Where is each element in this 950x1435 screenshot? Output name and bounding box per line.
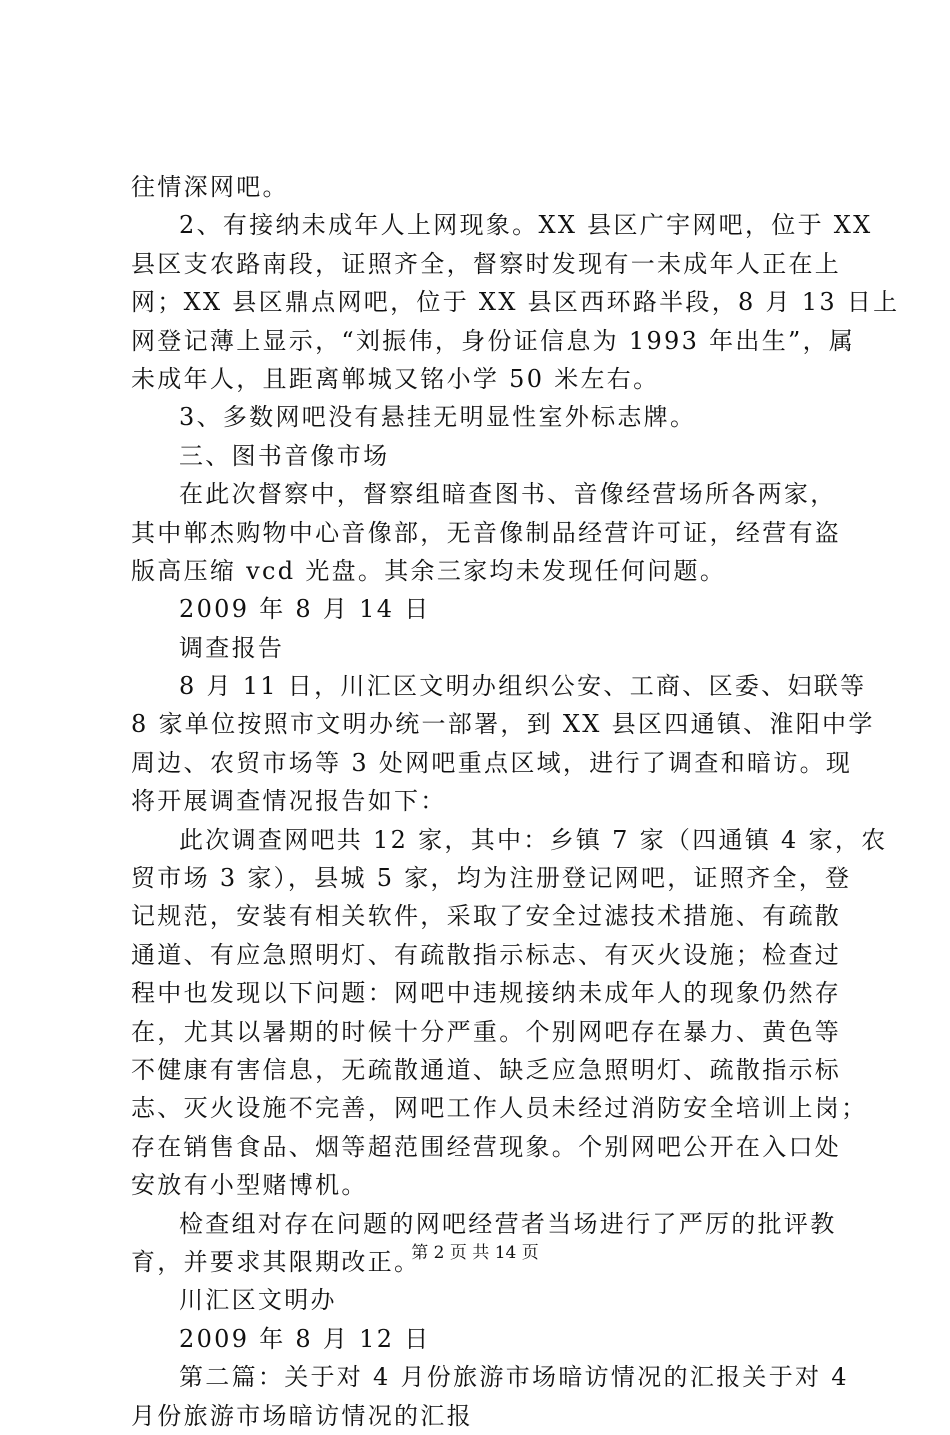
- text-line: 在，尤其以暑期的时候十分严重。个别网吧存在暴力、黄色等: [131, 1017, 842, 1046]
- text-line: 志、灭火设施不完善，网吧工作人员未经过消防安全培训上岗；: [131, 1094, 868, 1123]
- text-line: 月份旅游市场暗访情况的汇报: [131, 1401, 473, 1430]
- text-line: 2009 年 8 月 12 日: [179, 1324, 431, 1353]
- text-line: 三、图书音像市场: [179, 441, 390, 470]
- text-line: 2009 年 8 月 14 日: [179, 595, 431, 624]
- text-line: 存在销售食品、烟等超范围经营现象。个别网吧公开在入口处: [131, 1132, 842, 1161]
- text-line: 记规范，安装有相关软件，采取了安全过滤技术措施、有疏散: [131, 902, 842, 931]
- page-footer: 第 2 页 共 14 页: [411, 1243, 539, 1263]
- text-line: 检查组对存在问题的网吧经营者当场进行了严厉的批评教: [179, 1209, 837, 1238]
- text-line: 3、多数网吧没有悬挂无明显性室外标志牌。: [179, 403, 697, 432]
- text-line: 不健康有害信息，无疏散通道、缺乏应急照明灯、疏散指示标: [131, 1055, 842, 1084]
- text-line: 川汇区文明办: [179, 1286, 337, 1315]
- text-line: 网登记薄上显示，“刘振伟，身份证信息为 1993 年出生”，属: [131, 326, 856, 355]
- text-line: 安放有小型赌博机。: [131, 1171, 368, 1200]
- text-line: 2、有接纳未成年人上网现象。XX 县区广宇网吧，位于 XX: [179, 211, 873, 240]
- text-line: 调查报告: [179, 633, 285, 662]
- text-line: 通道、有应急照明灯、有疏散指示标志、有灭火设施；检查过: [131, 940, 842, 969]
- text-line: 版高压缩 vcd 光盘。其余三家均未发现任何问题。: [131, 556, 727, 585]
- text-line: 贸市场 3 家），县城 5 家，均为注册登记网吧，证照齐全，登: [131, 864, 852, 893]
- text-line: 将开展调查情况报告如下：: [131, 787, 447, 816]
- text-line: 此次调查网吧共 12 家，其中：乡镇 7 家（四通镇 4 家，农: [179, 825, 888, 854]
- text-line: 8 家单位按照市文明办统一部署，到 XX 县区四通镇、淮阳中学: [131, 710, 875, 739]
- text-line: 未成年人，且距离郸城又铭小学 50 米左右。: [131, 364, 660, 393]
- text-line: 往情深网吧。: [131, 173, 289, 201]
- text-line: 县区支农路南段，证照齐全，督察时发现有一未成年人正在上: [131, 249, 842, 278]
- text-line: 在此次督察中，督察组暗查图书、音像经营场所各两家，: [179, 480, 837, 509]
- text-line: 其中郸杰购物中心音像部，无音像制品经营许可证，经营有盗: [131, 518, 842, 547]
- text-line: 育，并要求其限期改正。: [131, 1247, 421, 1276]
- text-line: 网；XX 县区鼎点网吧，位于 XX 县区西环路半段，8 月 13 日上: [131, 288, 900, 317]
- text-line: 第二篇：关于对 4 月份旅游市场暗访情况的汇报关于对 4: [179, 1363, 849, 1392]
- text-line: 周边、农贸市场等 3 处网吧重点区域，进行了调查和暗访。现: [131, 748, 853, 777]
- text-line: 8 月 11 日，川汇区文明办组织公安、工商、区委、妇联等: [179, 672, 867, 701]
- text-line: 程中也发现以下问题：网吧中违规接纳未成年人的现象仍然存: [131, 979, 842, 1008]
